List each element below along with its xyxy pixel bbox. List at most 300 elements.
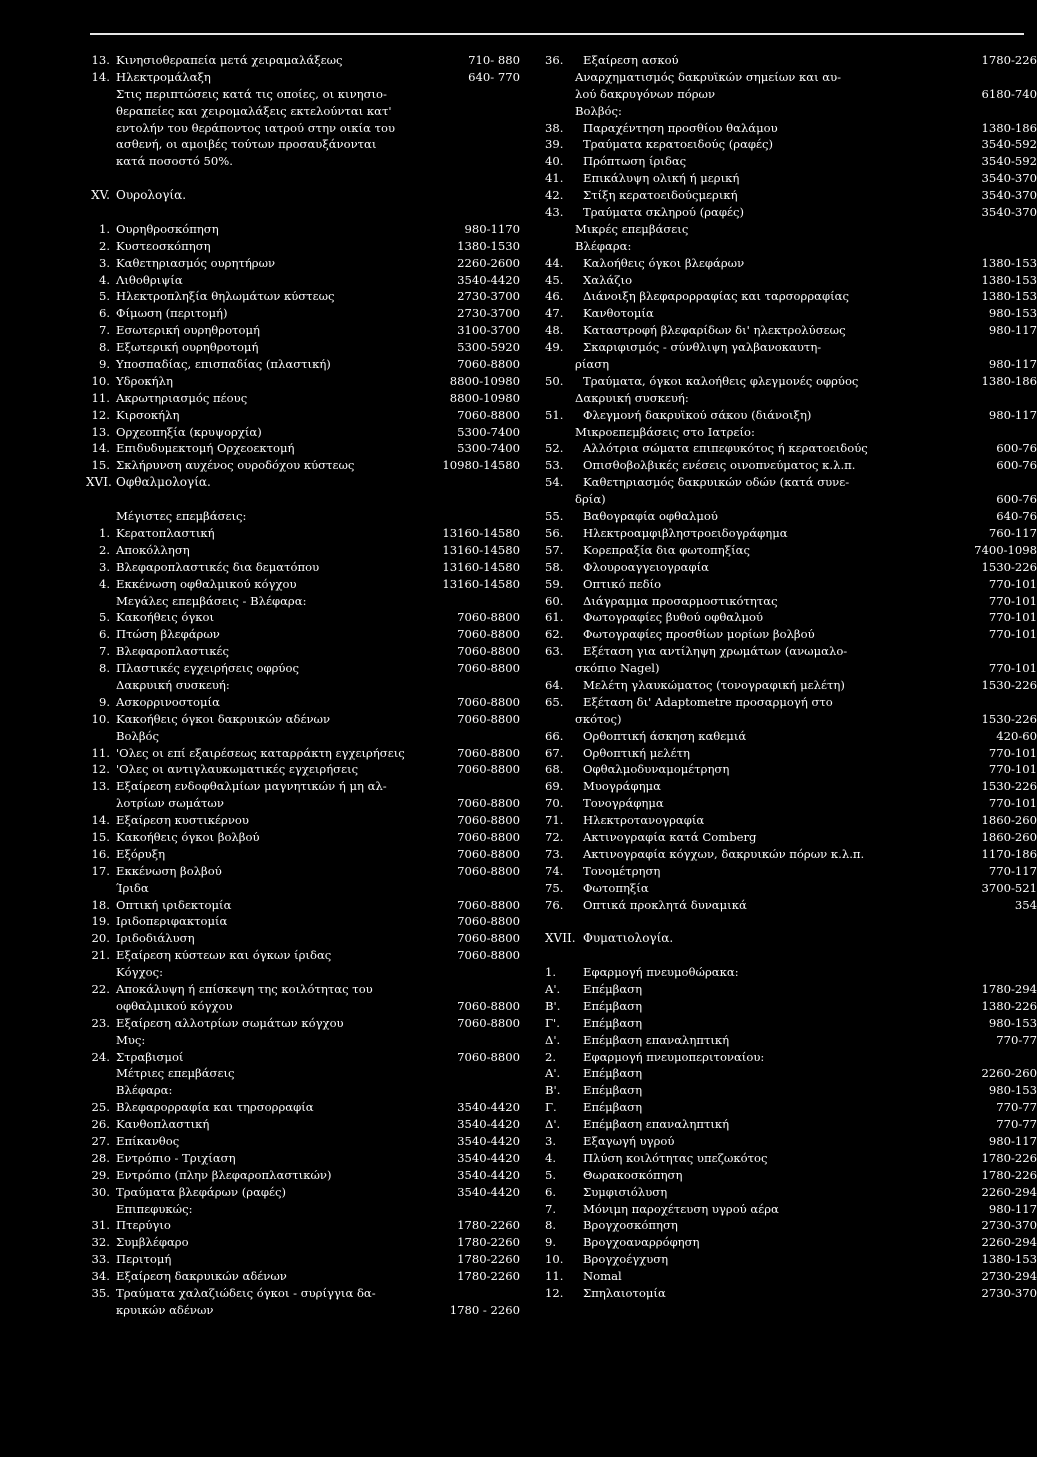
fee-range: 770-101 (988, 627, 1037, 642)
fee-row (86, 339, 526, 356)
fee-range: 3540-592 (981, 137, 1037, 152)
item-number: 10. (91, 373, 110, 388)
item-number: 26. (91, 1117, 110, 1132)
fee-row (86, 677, 526, 694)
fee-row (545, 897, 1037, 914)
procedure-label: Μόνιμη παροχέτευση υγρού αέρα (583, 1201, 779, 1216)
fee-range: 980-117 (988, 1134, 1037, 1148)
item-number: 73. (545, 846, 564, 861)
fee-range: 1780-2260 (457, 1235, 520, 1250)
procedure-label: Υποσπαδίας, επισπαδίας (πλαστική) (116, 357, 331, 372)
fee-row (86, 863, 526, 880)
procedure-label: Ακρωτηριασμός πέους (116, 390, 248, 405)
fee-range: 7060-8800 (457, 711, 520, 726)
item-number: 48. (545, 323, 564, 338)
item-number: 63. (545, 644, 564, 659)
fee-row (86, 593, 526, 610)
fee-range: 3540-4420 (457, 1100, 520, 1115)
fee-row (86, 170, 526, 187)
procedure-label: Συμφισιόλυση (583, 1184, 668, 1199)
fee-range: 2730-294 (981, 1269, 1037, 1284)
procedure-label: Μυογράφημα (583, 779, 661, 794)
procedure-label: Ιριδοδιάλυση (116, 931, 195, 946)
fee-range: 7060-8800 (457, 610, 520, 625)
fee-range: 7060-8800 (457, 762, 520, 777)
item-number: Γ'. (545, 1015, 560, 1030)
procedure-label: Ηλεκτρομάλαξη (116, 69, 211, 84)
fee-row (86, 255, 526, 272)
procedure-label: Στραβισμοί (116, 1049, 184, 1064)
procedure-label: Εξαίρεση κυστικέρνου (116, 813, 249, 828)
item-number: 12. (545, 1286, 564, 1301)
fee-range: 770-101 (988, 745, 1037, 760)
fee-row (86, 913, 526, 930)
fee-row (86, 542, 526, 559)
procedure-label: Πρόπτωση ίριδας (583, 154, 687, 169)
fee-range: 7060-8800 (457, 846, 520, 861)
fee-range: 1380-186 (981, 373, 1037, 388)
fee-row (545, 660, 1037, 677)
fee-range: 2730-370 (981, 1286, 1037, 1301)
item-number: 3. (545, 1134, 557, 1148)
item-number: 8. (98, 340, 110, 355)
fee-range: 640-76 (996, 509, 1037, 524)
procedure-label: Οπισθοβολβικές ενέσεις οινοπνεύματος κ.λ.π. (583, 458, 856, 473)
fee-range: 1380-153 (981, 272, 1037, 287)
fee-range: 2260-294 (981, 1184, 1037, 1199)
item-number: 1. (98, 525, 110, 540)
procedure-label: Κιρσοκήλη (116, 407, 180, 422)
procedure-label: Ίριδα (116, 880, 149, 895)
item-number: 61. (545, 610, 564, 625)
fee-row (86, 559, 526, 576)
fee-range: 7060-8800 (457, 914, 520, 929)
fee-range: 5300-5920 (457, 340, 520, 355)
fee-row (86, 103, 526, 120)
procedure-label: Μεγάλες επεμβάσεις - Βλέφαρα: (116, 593, 307, 608)
fee-row (86, 1065, 526, 1082)
right-column (545, 52, 1037, 1302)
fee-row (545, 153, 1037, 170)
item-number: 8. (98, 661, 110, 676)
fee-row (86, 1302, 526, 1319)
fee-row (545, 745, 1037, 762)
fee-row (545, 981, 1037, 998)
fee-row (545, 812, 1037, 829)
fee-range: 1380-153 (981, 289, 1037, 304)
fee-row (86, 1285, 526, 1302)
fee-row (86, 660, 526, 677)
item-number: 27. (91, 1134, 110, 1148)
item-number: 44. (545, 255, 564, 270)
fee-range: 1380-153 (981, 255, 1037, 270)
procedure-label: Συμβλέφαρο (116, 1235, 189, 1250)
item-number: 66. (545, 728, 564, 743)
item-number: 58. (545, 559, 564, 574)
fee-row (545, 204, 1037, 221)
procedure-label: Επέμβαση (583, 981, 643, 996)
item-number: 64. (545, 677, 564, 692)
fee-range: 2260-260 (981, 1066, 1037, 1081)
procedure-label: Τραύματα, όγκοι καλοήθεις φλεγμονές οφρύος (583, 373, 859, 388)
fee-row (86, 120, 526, 137)
item-number: 24. (91, 1049, 110, 1064)
procedure-label: Εφαρμογή πνευμοθώρακα: (583, 965, 739, 980)
fee-range: 7060-8800 (457, 357, 520, 372)
procedure-label: Στις περιπτώσεις κατά τις οποίες, οι κινησιο- (116, 86, 387, 101)
fee-row (545, 643, 1024, 660)
item-number: 25. (91, 1100, 110, 1115)
procedure-label: Εξωτερική ουρηθροτομή (116, 340, 259, 355)
item-number: 31. (91, 1218, 110, 1233)
fee-range: 980-153 (988, 1015, 1037, 1030)
fee-range: 5300-7400 (457, 424, 520, 439)
procedure-label: Μελέτη γλαυκώματος (τονογραφική μελέτη) (583, 677, 845, 692)
fee-range: 3540-4420 (457, 1184, 520, 1199)
fee-range: 420-60 (996, 728, 1037, 743)
fee-row (86, 930, 526, 947)
item-number: 57. (545, 542, 564, 557)
fee-range: 7060-8800 (457, 745, 520, 760)
procedure-label: Καθετηριασμός δακρυικών οδών (κατά συνε- (583, 475, 850, 490)
procedure-label: Στίξη κερατοειδούςμερική (583, 188, 738, 203)
fee-row (86, 998, 526, 1015)
procedure-label: Εφαρμογή πνευμοπεριτοναίου: (583, 1049, 765, 1064)
fee-range: 770-117 (988, 863, 1037, 878)
item-number: 32. (91, 1235, 110, 1250)
procedure-label: Βαθογραφία οφθαλμού (583, 509, 718, 524)
procedure-label: Κορεπραξία δια φωτοπηξίας (583, 542, 750, 557)
procedure-label: Βρογχοαναρρόφηση (583, 1235, 700, 1250)
procedure-label: Επιπεφυκώς: (116, 1201, 193, 1216)
procedure-label: σκόπιο Nagel) (575, 661, 660, 676)
fee-row (545, 829, 1037, 846)
left-column (86, 52, 526, 1319)
fee-row (545, 1234, 1037, 1251)
fee-row (545, 778, 1037, 795)
fee-row (545, 1150, 1037, 1167)
fee-row (86, 778, 526, 795)
procedure-label: Εξαίρεση κύστεων και όγκων ίριδας (116, 948, 332, 963)
fee-range: 1170-186 (981, 846, 1037, 861)
item-number: 70. (545, 796, 564, 811)
procedure-label: οφθαλμικού κόγχου (116, 998, 233, 1013)
fee-row (86, 491, 526, 508)
procedure-label: Μέτριες επεμβάσεις (116, 1066, 235, 1081)
fee-row (86, 424, 526, 441)
item-number: 75. (545, 880, 564, 895)
fee-range: 8800-10980 (449, 373, 520, 388)
procedure-label: Εξέταση δι' Adaptometre προσαρμογή στο (583, 694, 833, 709)
procedure-label: Κόγχος: (116, 965, 163, 980)
item-number: 15. (91, 458, 110, 473)
fee-row (545, 694, 1024, 711)
procedure-label: Φωτογραφίες προσθίων μορίων βολβού (583, 627, 815, 642)
item-number: 14. (91, 813, 110, 828)
procedure-label: Κυστεοσκόπηση (116, 238, 211, 253)
fee-row (86, 1049, 526, 1066)
fee-row (86, 745, 526, 762)
fee-row (86, 795, 526, 812)
fee-row (545, 187, 1037, 204)
fee-row (86, 609, 526, 626)
fee-range: 770-101 (988, 593, 1037, 608)
fee-range: 600-76 (996, 492, 1037, 507)
fee-range: 3540-592 (981, 154, 1037, 169)
procedure-label: Επέμβαση επαναληπτική (583, 1032, 730, 1047)
fee-row (545, 728, 1037, 745)
procedure-label: Αναρχηματισμός δακρυϊκών σημείων και αυ- (575, 69, 842, 84)
item-number: 47. (545, 306, 564, 321)
item-number: Α'. (545, 1066, 561, 1081)
fee-row (545, 930, 1024, 947)
procedure-label: Επικάλυψη ολική ή μερική (583, 171, 740, 186)
fee-range: 1860-260 (981, 829, 1037, 844)
item-number: 5. (545, 1167, 557, 1182)
fee-range: 710- 880 (468, 53, 520, 67)
fee-range: 1780-226 (981, 1167, 1037, 1182)
fee-row (86, 508, 526, 525)
fee-range: 770-101 (988, 610, 1037, 625)
item-number: 46. (545, 289, 564, 304)
item-number: Δ'. (545, 1032, 561, 1047)
procedure-label: Ακτινογραφία κατά Comberg (583, 829, 757, 844)
item-number: 74. (545, 863, 564, 878)
procedure-label: Nomal (583, 1269, 622, 1284)
procedure-label: Κακοήθεις όγκοι δακρυικών αδένων (116, 711, 331, 726)
fee-row (86, 880, 526, 897)
procedure-label: Οπτικά προκλητά δυναμικά (583, 897, 747, 912)
procedure-label: Επέμβαση (583, 1083, 643, 1098)
item-number: 13. (91, 53, 110, 67)
item-number: 4. (98, 576, 110, 591)
fee-row (86, 1167, 526, 1184)
item-number: 14. (91, 441, 110, 456)
item-number: 14. (91, 69, 110, 84)
fee-row (86, 1015, 526, 1032)
procedure-label: Επέμβαση (583, 1066, 643, 1081)
fee-row (545, 255, 1037, 272)
item-number: XV. (91, 188, 110, 203)
procedure-label: Ορθοπτική άσκηση καθεμιά (583, 728, 747, 743)
item-number: Δ'. (545, 1117, 561, 1132)
fee-range: 980-153 (988, 1083, 1037, 1098)
procedure-label: Φωτοπηξία (583, 880, 649, 895)
procedure-label: Εξαίρεση δακρυικών αδένων (116, 1269, 287, 1284)
item-number: 43. (545, 205, 564, 220)
fee-row (545, 947, 1024, 964)
item-number: 9. (98, 694, 110, 709)
item-number: XVII. (545, 931, 576, 946)
procedure-label: Οφθαλμολογία. (116, 475, 211, 490)
fee-row (86, 1150, 526, 1167)
fee-range: 354 (1014, 897, 1037, 912)
procedure-label: Τονογράφημα (583, 796, 664, 811)
fee-row (545, 170, 1037, 187)
item-number: 11. (545, 1269, 564, 1284)
fee-row (86, 187, 526, 204)
item-number: 19. (91, 914, 110, 929)
procedure-label: Ηλεκτροαμφιβληστροειδογράφημα (583, 525, 788, 540)
fee-row (545, 356, 1037, 373)
procedure-label: Ηλεκτροπληξία θηλωμάτων κύστεως (116, 289, 335, 304)
item-number: 7. (98, 323, 110, 338)
item-number: 45. (545, 272, 564, 287)
procedure-label: κρυικών αδένων (116, 1302, 214, 1317)
item-number: 71. (545, 813, 564, 828)
procedure-label: Εξέταση για αντίληψη χρωμάτων (ανωμαλο- (583, 644, 848, 659)
fee-row (545, 1201, 1037, 1218)
fee-range: 8800-10980 (449, 390, 520, 405)
item-number: XVI. (86, 475, 112, 490)
fee-range: 13160-14580 (442, 576, 520, 591)
fee-range: 7060-8800 (457, 948, 520, 963)
fee-row (545, 711, 1037, 728)
item-number: Γ. (545, 1100, 557, 1115)
fee-range: 770-77 (996, 1032, 1037, 1047)
fee-range: 760-117 (988, 525, 1037, 540)
procedure-label: Ορχεοπηξία (κρυψορχία) (116, 424, 262, 439)
fee-range: 1860-260 (981, 813, 1037, 828)
item-number: 40. (545, 154, 564, 169)
item-number: 18. (91, 897, 110, 912)
fee-row (86, 1032, 526, 1049)
fee-range: 5300-7400 (457, 441, 520, 456)
fee-row (545, 103, 1024, 120)
fee-row (545, 1015, 1037, 1032)
procedure-label: Τραύματα σκληρού (ραφές) (583, 205, 745, 220)
item-number: 3. (98, 255, 110, 270)
item-number: 10. (91, 711, 110, 726)
fee-row (545, 593, 1037, 610)
fee-range: 7060-8800 (457, 813, 520, 828)
item-number: 34. (91, 1269, 110, 1284)
procedure-label: Πτερύγιο (116, 1218, 171, 1233)
fee-range: 3540-4420 (457, 1167, 520, 1182)
fee-row (545, 86, 1037, 103)
fee-row (545, 863, 1037, 880)
fee-range: 980-1170 (464, 221, 520, 236)
procedure-label: Υδροκήλη (116, 373, 173, 388)
fee-row (545, 491, 1037, 508)
item-number: 36. (545, 53, 564, 67)
item-number: 67. (545, 745, 564, 760)
fee-range: 1780-294 (981, 981, 1037, 996)
fee-row (86, 846, 526, 863)
fee-row (86, 981, 526, 998)
fee-row (86, 204, 526, 221)
fee-range: 1780-2260 (457, 1252, 520, 1267)
fee-row (86, 1251, 526, 1268)
item-number: 30. (91, 1184, 110, 1199)
procedure-label: Εσωτερική ουρηθροτομή (116, 323, 260, 338)
procedure-label: Βολβός: (575, 103, 622, 118)
fee-row (545, 221, 1024, 238)
fee-row (86, 457, 526, 474)
fee-range: 1530-226 (981, 711, 1037, 726)
item-number: 65. (545, 694, 564, 709)
procedure-label: δρία) (575, 492, 606, 507)
procedure-label: Λιθοθριψία (116, 272, 183, 287)
item-number: Β'. (545, 998, 561, 1013)
fee-range: 1530-226 (981, 677, 1037, 692)
fee-range: 3540-370 (981, 205, 1037, 220)
fee-row (86, 136, 526, 153)
fee-row (86, 694, 526, 711)
procedure-label: Μέγιστες επεμβάσεις: (116, 509, 247, 524)
procedure-label: Βλεφαρορραφία και τηρσορραφία (116, 1100, 314, 1115)
fee-range: 980-117 (988, 1201, 1037, 1216)
procedure-label: Εκκένωση οφθαλμικού κόγχου (116, 576, 297, 591)
procedure-label: Ασκορρινοστομία (116, 694, 220, 709)
fee-row (86, 1217, 526, 1234)
item-number: 8. (545, 1218, 557, 1233)
procedure-label: Ιριδοπεριφακτομία (116, 914, 228, 929)
procedure-label: Επιδυδυμεκτομή Ορχεοεκτομή (116, 441, 295, 456)
fee-row (545, 998, 1037, 1015)
procedure-label: Εντρόπιο (πλην βλεφαροπλαστικών) (116, 1167, 332, 1182)
item-number: 2. (98, 238, 110, 253)
procedure-label: Ουρολογία. (116, 188, 187, 203)
fee-range: 7060-8800 (457, 829, 520, 844)
fee-range: 2260-2600 (457, 255, 520, 270)
fee-range: 7060-8800 (457, 796, 520, 811)
fee-row (545, 1133, 1037, 1150)
item-number: 49. (545, 340, 564, 355)
fee-row (545, 626, 1037, 643)
fee-range: 3100-3700 (457, 323, 520, 338)
fee-range: 1530-226 (981, 559, 1037, 574)
item-number: 72. (545, 829, 564, 844)
fee-range: 13160-14580 (442, 542, 520, 557)
fee-row (86, 373, 526, 390)
fee-range: 3540-4420 (457, 1150, 520, 1165)
procedure-label: λού δακρυγόνων πόρων (575, 86, 716, 101)
procedure-label: Κερατοπλαστική (116, 525, 215, 540)
fee-range: 1780-226 (981, 53, 1037, 67)
fee-row (545, 136, 1037, 153)
fee-row (86, 1201, 526, 1218)
procedure-label: λοτρίων σωμάτων (116, 796, 224, 811)
item-number: 29. (91, 1167, 110, 1182)
procedure-label: Επέμβαση (583, 998, 643, 1013)
item-number: 9. (545, 1235, 557, 1250)
item-number: 5. (98, 610, 110, 625)
fee-range: 980-117 (988, 407, 1037, 422)
procedure-label: Καλοήθεις όγκοι βλεφάρων (583, 255, 745, 270)
item-number: 28. (91, 1150, 110, 1165)
procedure-label: Τραύματα κερατοειδούς (ραφές) (583, 137, 774, 152)
fee-row (545, 559, 1037, 576)
fee-row (545, 1268, 1037, 1285)
fee-row (545, 288, 1037, 305)
item-number: 35. (91, 1286, 110, 1301)
fee-row (545, 1167, 1037, 1184)
fee-row (545, 457, 1037, 474)
procedure-label: Εκκένωση βολβού (116, 863, 222, 878)
procedure-label: Περιτομή (116, 1252, 172, 1267)
item-number: 68. (545, 762, 564, 777)
fee-row (545, 609, 1037, 626)
procedure-label: Αποκάλυψη ή επίσκεψη της κοιλότητας του (116, 981, 373, 996)
fee-range: 6180-740 (981, 86, 1037, 101)
fee-row (545, 305, 1037, 322)
fee-range: 13160-14580 (442, 525, 520, 540)
item-number: 17. (91, 863, 110, 878)
procedure-label: Πλαστικές εγχειρήσεις οφρύος (116, 661, 299, 676)
fee-row (86, 69, 526, 86)
procedure-label: Δακρυική συσκευή: (116, 677, 230, 692)
